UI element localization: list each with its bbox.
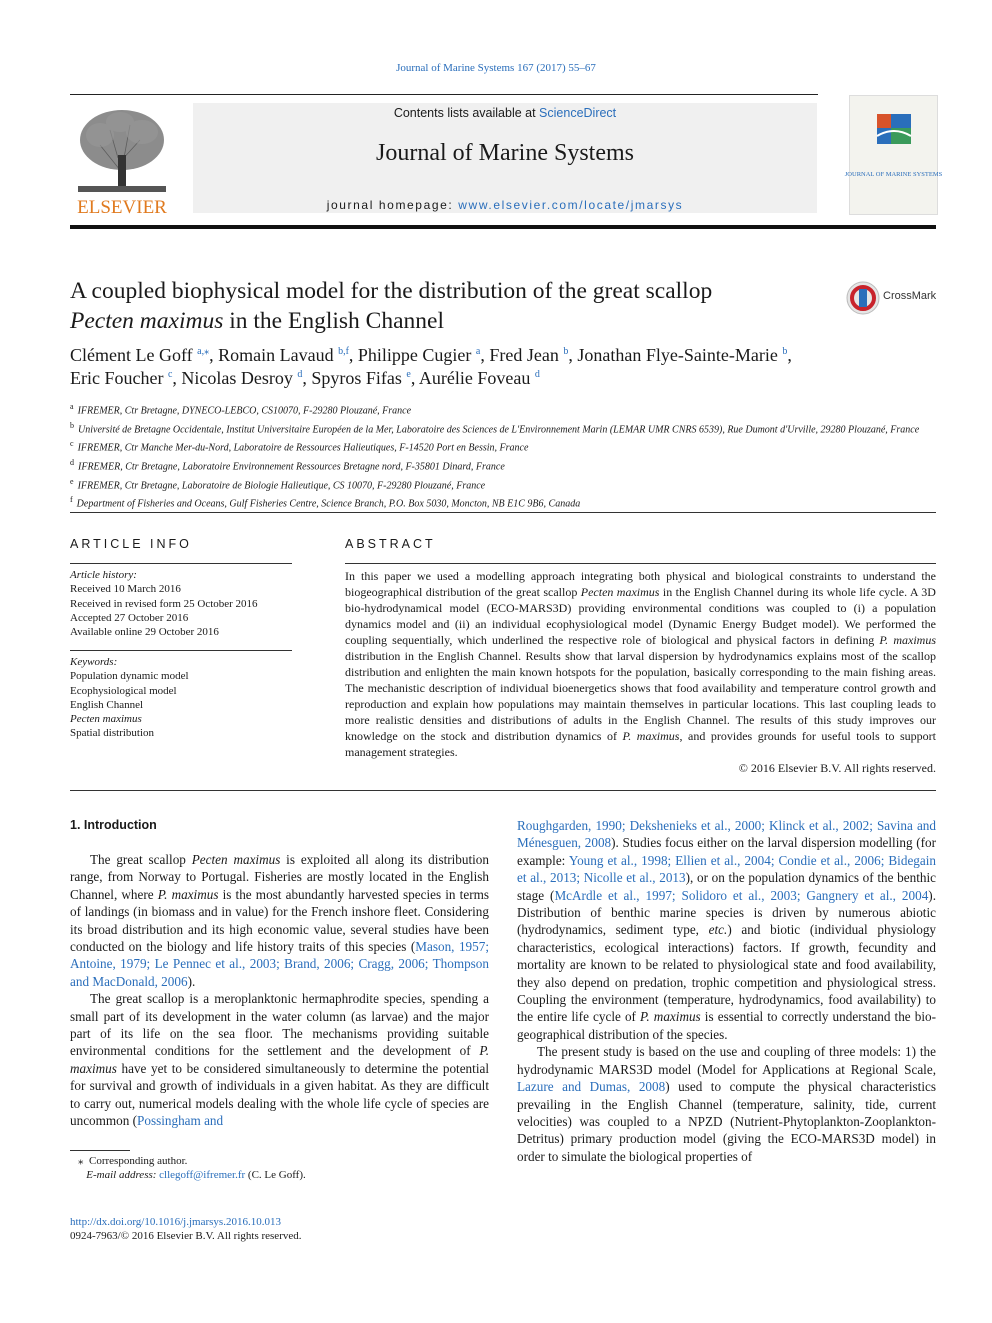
citation-link[interactable]: Young et al., 1998; Ellien et al., 2004; Condie et al., 2006; Bidegain et al., 2013; Nicolle et al., 2013 [517, 852, 936, 886]
affiliation: $^b$ Université de Bretagne Occidentale, Institut Universitaire Européen de la Mer, Laboratoire des Sciences de L'Environnement Marin (LEMAR UMR CNRS 6539), Rue Dumont d'Urville, 29280 Plouzané, France [70, 420, 920, 435]
author-affiliation-mark[interactable]: b,f [338, 346, 349, 357]
elsevier-logo-text: ELSEVIER [77, 197, 167, 218]
author-affiliation-mark[interactable]: c [167, 369, 173, 380]
citation-link[interactable]: Lazure and Dumas, 2008 [517, 1079, 666, 1095]
citation-link[interactable]: Mason, 1957; Antoine, 1979; Le Pennec et al., 2003; Brand, 2006; Cragg, 2006; Thompson and MacDonald, 2006 [70, 939, 490, 989]
journal-cover-thumbnail [844, 95, 943, 215]
author: Eric Foucher $^c$, [70, 368, 182, 388]
affiliation-rule [70, 512, 936, 513]
affiliation: $^e$ IFREMER, Ctr Bretagne, Laboratoire de Biologie Halieutique, CS 10070, F-29280 Plouzané, France [70, 476, 486, 491]
author: Philippe Cugier $^a$, [357, 345, 490, 365]
sciencedirect-link[interactable]: ScienceDirect [539, 106, 617, 120]
author: Jonathan Flye-Sainte-Marie $^b$, [577, 345, 792, 365]
author: Fred Jean $^b$, [489, 345, 578, 365]
abstract-rule [345, 563, 936, 564]
journal-name: Journal of Marine Systems [376, 140, 634, 166]
author: Spyros Fifas $^e$, [311, 368, 419, 388]
contents-line: Contents lists available at ScienceDirect [393, 106, 617, 120]
author-affiliation-mark[interactable]: a [475, 346, 481, 357]
citation-link[interactable]: Roughgarden, 1990; Dekshenieks et al., 2000; Klinck et al., 2002; Savina and Ménesguen, 2008 [517, 818, 936, 851]
footnote: ⁎ Corresponding author. E-mail address: cllegoff@ifremer.fr (C. Le Goff). [78, 1155, 306, 1181]
crossmark-label: CrossMark [883, 290, 937, 302]
author: Clément Le Goff $^{a,⁎}$, [70, 345, 219, 365]
author-list [70, 344, 936, 390]
journal-cover-icon [844, 96, 943, 214]
abstract-heading: ABSTRACT [345, 537, 436, 551]
elsevier-tree-logo [70, 100, 174, 216]
journal-homepage: journal homepage: www.elsevier.com/locate/jmarsys [326, 198, 684, 212]
copyright: © 2016 Elsevier B.V. All rights reserved. [738, 761, 936, 775]
author: Aurélie Foveau $^d$ [418, 368, 540, 388]
author: Romain Lavaud $^{b,f}$, [218, 345, 358, 365]
author-affiliation-mark[interactable]: b [782, 346, 788, 357]
header-thick-rule [70, 225, 936, 229]
affiliation: $^f$ Department of Fisheries and Oceans, Gulf Fisheries Centre, Science Branch, P.O. Box 5030, Moncton, NB E1C 9B6, Canada [70, 495, 581, 510]
affiliation: $^c$ IFREMER, Ctr Manche Mer-du-Nord, Laboratoire de Ressources Halieutiques, F-14520 Port en Bessin, France [70, 439, 529, 454]
abstract-text: In this paper we used a modelling approach integrating both physical and biological constraints to understand the biogeographical distribution of the great scallop Pecten maximus in the English Channel during its whole life cycle. A 3D bio-hydrodynamical model (ECO-MARS3D) providing environmental conditions was coupled to (i) a population dynamics model and (ii) an individual ecophysiological model (Dynamic Energy Budget model). We performed the coupling sequentially, which underlined the respective role of biological and physical factors in defining P. maximus distribution in the English Channel. Results show that larval dispersion by hydrodynamics explains most of the scallop distribution and enlighten the main known hotspots for the population, basically corresponding to the main fishing areas. The mechanistic description of individual bioenergetics shows that food availability and temperature control growth and reproduction and explain how populations may maintain themselves in particular locations. This last coupling leads to more realistic densities and distributions of adults in the English Channel. The results of this study improves our knowledge on the stock and distribution dynamics of P. maximus, and provides grounds for useful tools to support management strategies. © 2016 Elsevier B.V. All rights reserved. [345, 569, 936, 775]
keywords: Keywords: Population dynamic model Ecophysiological model English Channel Pecten maximus Spatial distribution [70, 656, 189, 740]
citation-link[interactable]: McArdle et al., 1997; Solidoro et al., 2003; Gangnery et al., 2004 [554, 887, 929, 903]
author-affiliation-mark[interactable]: e [406, 369, 411, 380]
journal-citation-link[interactable]: Journal of Marine Systems 167 (2017) 55–67 [396, 62, 596, 74]
section-heading: 1. Introduction [70, 818, 157, 832]
cover-title: JOURNAL OF MARINE SYSTEMS [844, 171, 943, 178]
article-history: Article history: Received 10 March 2016 Received in revised form 25 October 2016 Accepted 27 October 2016 Available online 29 October 2016 [70, 569, 258, 639]
article-info-rule [70, 563, 292, 564]
body-column-right: Roughgarden, 1990; Dekshenieks et al., 2000; Klinck et al., 2002; Savina and Ménesguen, 2008). Studies focus either on the larval dispersion modelling (for example: Young et al., 1998; Ellien et al., 2004; Condie et al., 2006; Bidegain et al., 2013; Nicolle et al., 2013), or on the population dynamics of the benthic stage (McArdle et al., 1997; Solidoro et al., 2003; Gangnery et al., 2004). Distribution of benthic marine species is driven by numerous abiotic (hydrodynamics, sediment type, etc.) and biotic (individual physiology characteristics, ecological interactions) factors. If growth, fecundity and mortality are known to be related to physiological state and food availability, they also depend on predation, trophic competition and physiological stress. Coupling the environment (temperature, hydrodynamics, food availability) to the entire life cycle of P. maximus is essential to correctly understand the bio-geographical distribution of the species. The present study is based on the use and coupling of three models: 1) the hydrodynamic MARS3D model (Model for Applications at Regional Scale, Lazure and Dumas, 2008) used to compute the physical characteristics prevailing in the English Channel (temperature, salinity, tide, current velocities) was coupled to a NPZD (Nutrient-Phytoplankton-Zooplankton-Detritus) primary production model (giving the ECO-MARS3D model) in order to simulate the biological properties of [517, 818, 937, 1164]
article-info-heading: ARTICLE INFO [70, 537, 192, 551]
footnote-rule [70, 1150, 130, 1151]
homepage-link[interactable]: www.elsevier.com/locate/jmarsys [458, 198, 684, 212]
header-rule [70, 94, 818, 95]
body-column-left: The great scallop Pecten maximus is exploited all along its distribution range, from Norway to Portugal. Fisheries are mostly located in the English Channel, where P. maximus is the most abundantly harvested species in terms of landings (in biomass and in value) for the French inshore fleet. Considering its broad distribution and its high economic value, several studies have been conducted on the biology and life history traits of this species (Mason, 1957; Antoine, 1979; Le Pennec et al., 2003; Brand, 2006; Cragg, 2006; Thompson and MacDonald, 2006). The great scallop is a meroplanktonic hermaphrodite species, spending a small part of its development in the water column (as larvae) and the major part of its life on the sea floor. The mechanisms providing suitable environmental conditions for the settlement and the development of P. maximus have yet to be considered simultaneously to determine the potential for survival and growth of individuals in a given habitat. As they are difficult to carry out, numerical models dealing with the whole life cycle of species are uncommon (Possingham and [70, 852, 490, 1129]
crossmark-button[interactable] [846, 281, 938, 315]
article-identifiers: http://dx.doi.org/10.1016/j.jmarsys.2016.10.013 0924-7963/© 2016 Elsevier B.V. All rights reserved. [70, 1216, 302, 1242]
doi-link[interactable]: http://dx.doi.org/10.1016/j.jmarsys.2016.10.013 [70, 1216, 281, 1228]
author-affiliation-mark[interactable]: a,⁎ [197, 346, 210, 357]
keywords-rule [70, 650, 292, 651]
author-affiliation-mark[interactable]: b [563, 346, 569, 357]
email-link[interactable]: cllegoff@ifremer.fr [159, 1169, 246, 1181]
crossmark-icon [846, 281, 880, 315]
body-rule [70, 790, 936, 791]
affiliation: $^d$ IFREMER, Ctr Bretagne, Laboratoire Environnement Ressources Bretagne nord, F-35801 Dinard, France [70, 457, 505, 473]
citation-link[interactable]: Possingham and [137, 1113, 224, 1129]
affiliation: $^a$ IFREMER, Ctr Bretagne, DYNECO-LEBCO, CS10070, F-29280 Plouzané, France [70, 402, 412, 417]
author-affiliation-mark[interactable]: d [297, 369, 303, 380]
article-title: A coupled biophysical model for the distribution of the great scallop Pecten maximus in the English Channel [70, 278, 713, 334]
author: Nicolas Desroy $^d$, [181, 368, 312, 388]
author-affiliation-mark[interactable]: d [534, 369, 540, 380]
affiliation-list [70, 400, 936, 512]
